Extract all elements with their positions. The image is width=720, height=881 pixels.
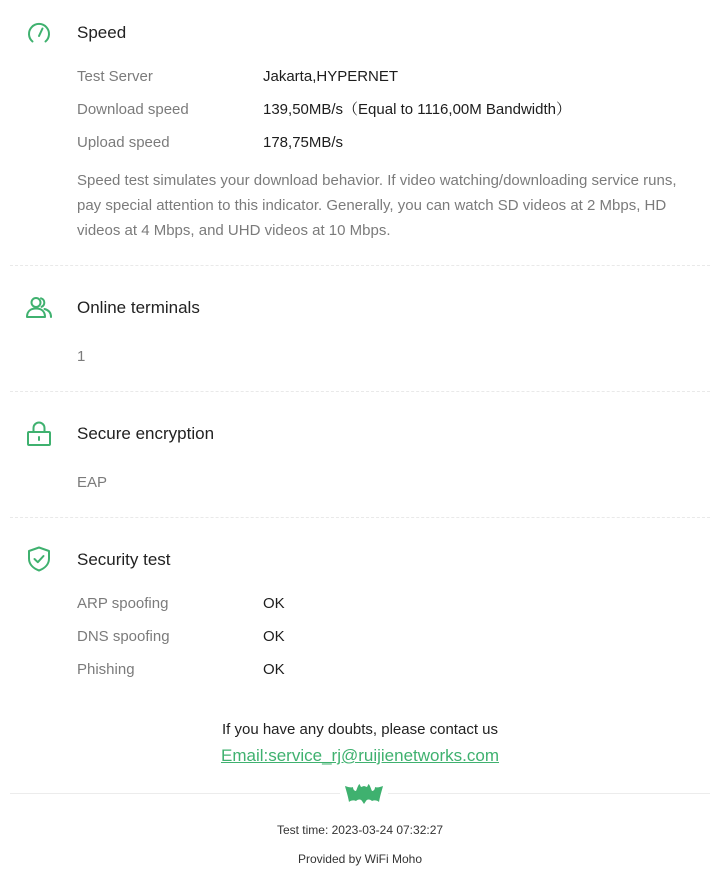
section-title: Online terminals [77,298,200,317]
section-title: Secure encryption [77,424,215,443]
section-divider [10,391,710,392]
row-label: DNS spoofing [77,628,170,645]
encryption-type: EAP [77,474,108,491]
lock-icon [25,420,53,448]
row-value: 178,75MB/s [263,134,344,151]
row-label: Test Server [77,68,153,85]
email-container [0,744,720,768]
row-value: OK [263,595,285,612]
terminals-count: 1 [77,348,86,365]
row-value: OK [263,661,285,678]
email-link[interactable]: Email:service_rj@ruijienetworks.com [221,746,499,765]
info-row [77,659,697,681]
row-value: OK [263,628,285,645]
info-row [77,66,697,88]
speed-description: Speed test simulates your download behavior. If video watching/downloading service runs, pay special attention to this indicator. Generally, you can watch SD videos at 2 Mbps, HD videos at 4 Mbps, and UHD videos at 10 Mbps. [77,172,677,239]
users-icon [25,294,53,322]
info-row [77,99,697,121]
section-divider [10,517,710,518]
speedometer-icon [25,19,53,47]
row-label: Upload speed [77,134,170,151]
info-row [77,132,697,154]
test-time: Test time: 2023-03-24 07:32:27 [276,823,444,837]
info-row [77,593,697,615]
row-value: 139,50MB/s（Equal to 1116,00M Bandwidth） [263,101,571,118]
bat-logo-icon [340,780,388,806]
row-label: ARP spoofing [77,595,169,612]
provided-by: Provided by WiFi Moho [297,852,423,866]
info-row [77,626,697,648]
section-title: Security test [77,550,171,569]
row-label: Download speed [77,101,189,118]
section-divider [10,265,710,266]
row-label: Phishing [77,661,135,678]
section-title: Speed [77,23,127,42]
shield-check-icon [25,545,53,573]
row-value: Jakarta,HYPERNET [263,68,399,85]
contact-text: If you have any doubts, please contact us [221,721,498,738]
